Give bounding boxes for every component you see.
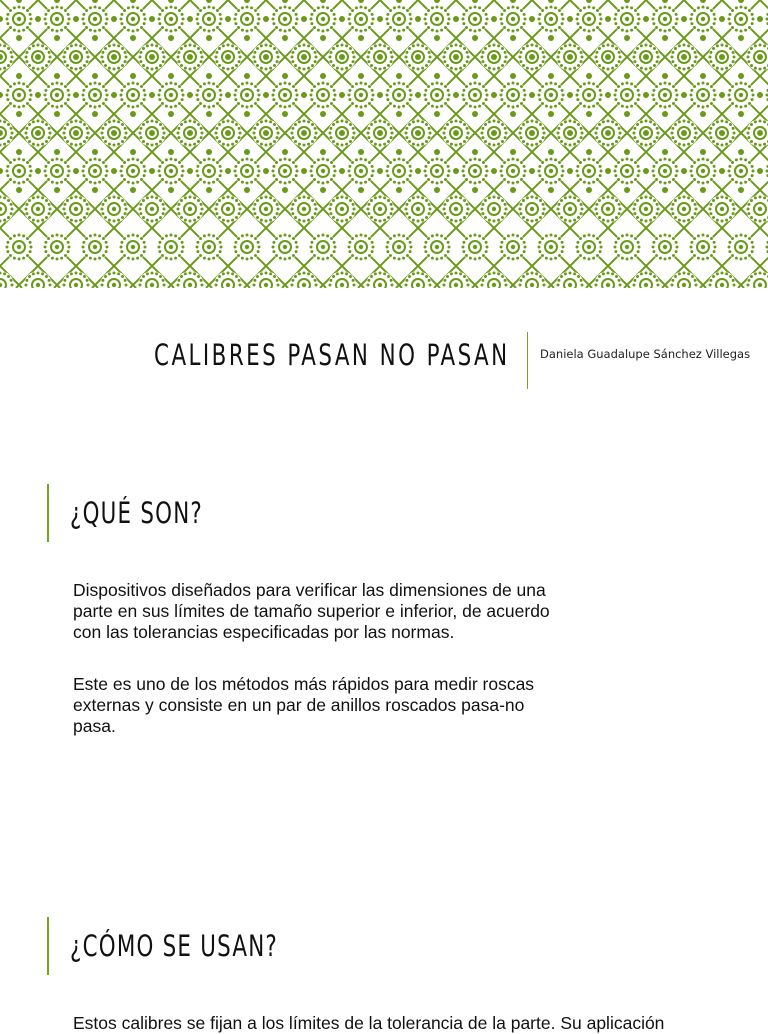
section-accent-bar [47,917,49,975]
section-heading: ¿QUÉ SON? [70,496,203,530]
section-heading: ¿CÓMO SE USAN? [70,929,278,963]
author-name: Daniela Guadalupe Sánchez Villegas [540,347,750,361]
paragraph-usage: Estos calibres se fijan a los límites de la tolerancia de la parte. Su aplicación [73,1013,673,1034]
section-accent-bar [47,484,49,542]
decorative-pattern-banner [0,0,768,288]
paragraph-definition: Dispositivos diseñados para verificar las dimensiones de una parte en sus límites de tamaño superior e inferior, de acuerdo con las tolerancias especificadas por las normas. [73,580,563,643]
slide-title: CALIBRES PASAN NO PASAN [154,338,510,372]
paragraph-method: Este es uno de los métodos más rápidos para medir roscas externas y consiste en un par de anillos roscados pasa-no pasa. [73,674,563,737]
medallion-pattern [0,0,768,288]
title-slide [0,288,768,418]
title-divider [527,332,528,389]
